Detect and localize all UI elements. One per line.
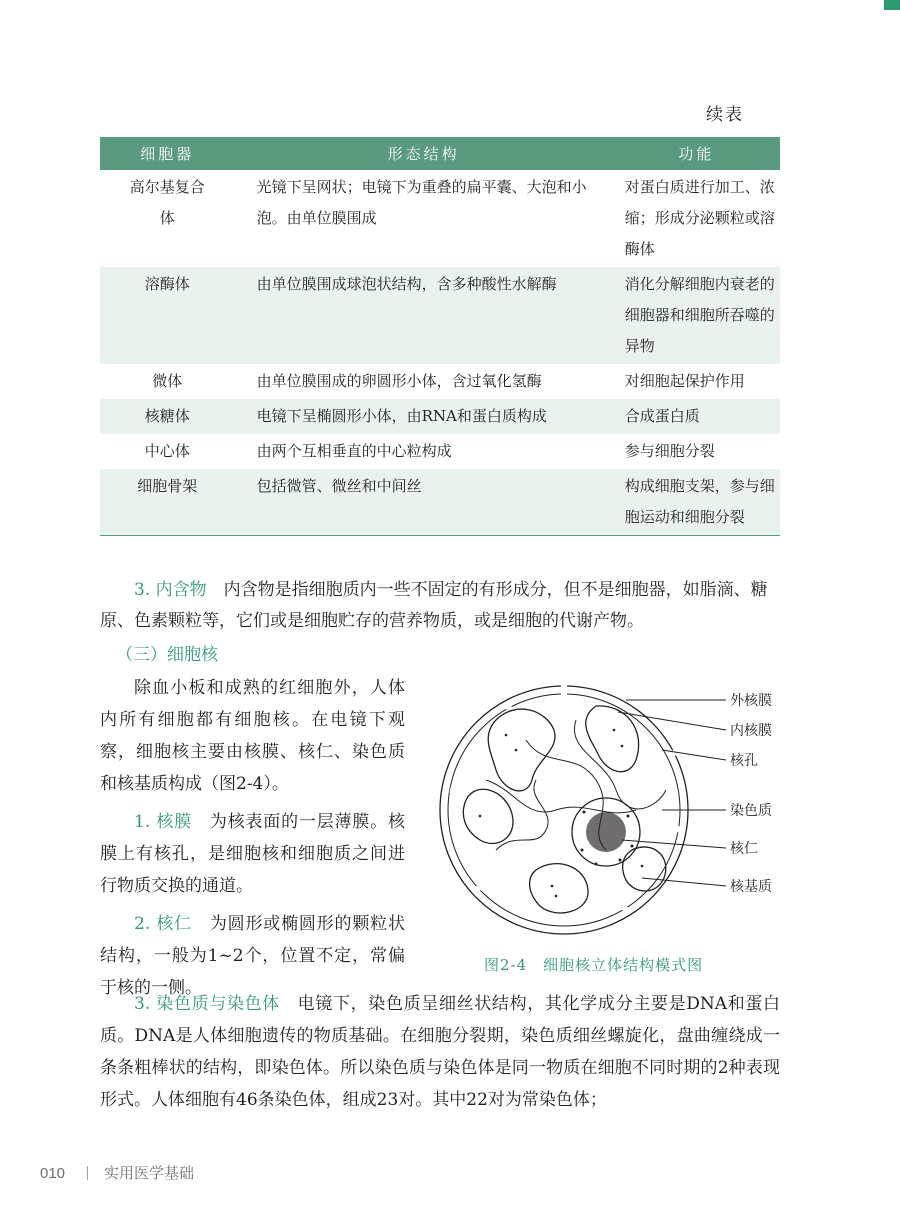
nucleus-text-column [100, 672, 405, 1010]
nucleus-structure-figure [436, 680, 786, 942]
table-row-centrosome [100, 434, 780, 469]
cell-structure: 包括微管、微丝和中间丝 [235, 469, 613, 536]
nucleolus-heading: 2. 核仁 [134, 914, 193, 934]
header-organelle: 细胞器 [100, 137, 235, 170]
table-row-cytoskeleton [100, 469, 780, 536]
page-footer [40, 1162, 194, 1183]
page-number: 010 [40, 1165, 66, 1182]
nucleus-section-heading: （三）细胞核 [116, 645, 218, 665]
membrane-heading: 1. 核膜 [134, 812, 193, 832]
table-row-microbody [100, 364, 780, 399]
label-outer-membrane: 外核膜 [730, 693, 772, 709]
table-row-golgi [100, 170, 780, 267]
cell-structure: 电镜下呈椭圆形小体，由RNA和蛋白质构成 [235, 399, 613, 434]
table-row-lysosome [100, 267, 780, 364]
nucleus-intro: 除血小板和成熟的红细胞外，人体内所有细胞都有细胞核。在电镜下观察，细胞核主要由核膜、核仁、染色质和核基质构成（图2-4）。 [100, 678, 405, 794]
inclusions-heading: 3. 内含物 [134, 580, 207, 600]
cell-function: 合成蛋白质 [613, 399, 780, 434]
chromatin-heading: 3. 染色质与染色体 [134, 994, 280, 1014]
table-header-row [100, 137, 780, 170]
label-nuclear-matrix: 核基质 [730, 879, 772, 895]
cell-function: 对蛋白质进行加工、浓缩；形成分泌颗粒或溶酶体 [624, 178, 775, 258]
chromatin-paragraph [100, 988, 780, 1116]
label-chromatin: 染色质 [730, 803, 772, 819]
membrane-paragraph [100, 806, 405, 902]
cell-name: 细胞骨架 [100, 469, 235, 536]
inclusions-paragraph [100, 575, 780, 637]
cell-name: 中心体 [144, 442, 190, 460]
cell-function: 对细胞起保护作用 [624, 372, 745, 390]
table-continued-caption: 续表 [706, 105, 744, 125]
cell-name: 核糖体 [100, 399, 235, 434]
table-row-ribosome [100, 399, 780, 434]
nucleus-illustration [440, 684, 688, 934]
organelle-table [100, 137, 780, 536]
label-inner-membrane: 内核膜 [730, 723, 772, 739]
membrane-text: 为核表面的一层薄膜。核膜上有核孔，是细胞核和细胞质之间进行物质交换的通道。 [100, 812, 405, 896]
cell-structure: 由两个互相垂直的中心粒构成 [256, 442, 452, 460]
chromatin-text: 电镜下，染色质呈细丝状结构，其化学成分主要是DNA和蛋白质。DNA是人体细胞遗传的物质基础。在细胞分裂期，染色质细丝螺旋化，盘曲缠绕成一条条粗棒状的结构，即染色体。所以染色质与染色体是同一物质在细胞不同时期的2种表现形式。人体细胞有46条染色体，组成23对。其中22对为常染色体； [100, 994, 781, 1110]
inclusions-text: 内含物是指细胞质内一些不固定的有形成分，但不是细胞器，如脂滴、糖原、色素颗粒等，它们或是细胞贮存的营养物质，或是细胞的代谢产物。 [100, 580, 768, 631]
cell-name: 溶酶体 [100, 267, 235, 364]
cell-function: 参与细胞分裂 [624, 442, 715, 460]
header-structure: 形态结构 [235, 137, 613, 170]
cell-structure: 由单位膜围成球泡状结构，含多种酸性水解酶 [235, 267, 613, 364]
figure-caption: 图2-4 细胞核立体结构模式图 [484, 956, 704, 974]
book-title: 实用医学基础 [104, 1165, 195, 1182]
nucleolus-text: 为圆形或椭圆形的颗粒状结构，一般为1~2个，位置不定，常偏于核的一侧。 [100, 914, 405, 998]
cell-name: 微体 [152, 372, 183, 390]
label-nucleolus: 核仁 [730, 841, 758, 857]
label-nuclear-pore: 核孔 [730, 753, 758, 769]
header-function: 功能 [613, 137, 780, 170]
footer-divider [87, 1166, 88, 1180]
figure-leader-lines [618, 700, 726, 886]
corner-tab-mark [884, 0, 900, 10]
cell-structure: 由单位膜围成的卵圆形小体，含过氧化氢酶 [256, 372, 542, 390]
cell-function: 消化分解细胞内衰老的细胞器和细胞所吞噬的异物 [613, 267, 780, 364]
cell-structure: 光镜下呈网状；电镜下为重叠的扁平囊、大泡和小泡。由单位膜围成 [256, 178, 587, 227]
cell-function: 构成细胞支架，参与细胞运动和细胞分裂 [613, 469, 780, 536]
cell-name: 高尔基复合体 [129, 178, 205, 227]
